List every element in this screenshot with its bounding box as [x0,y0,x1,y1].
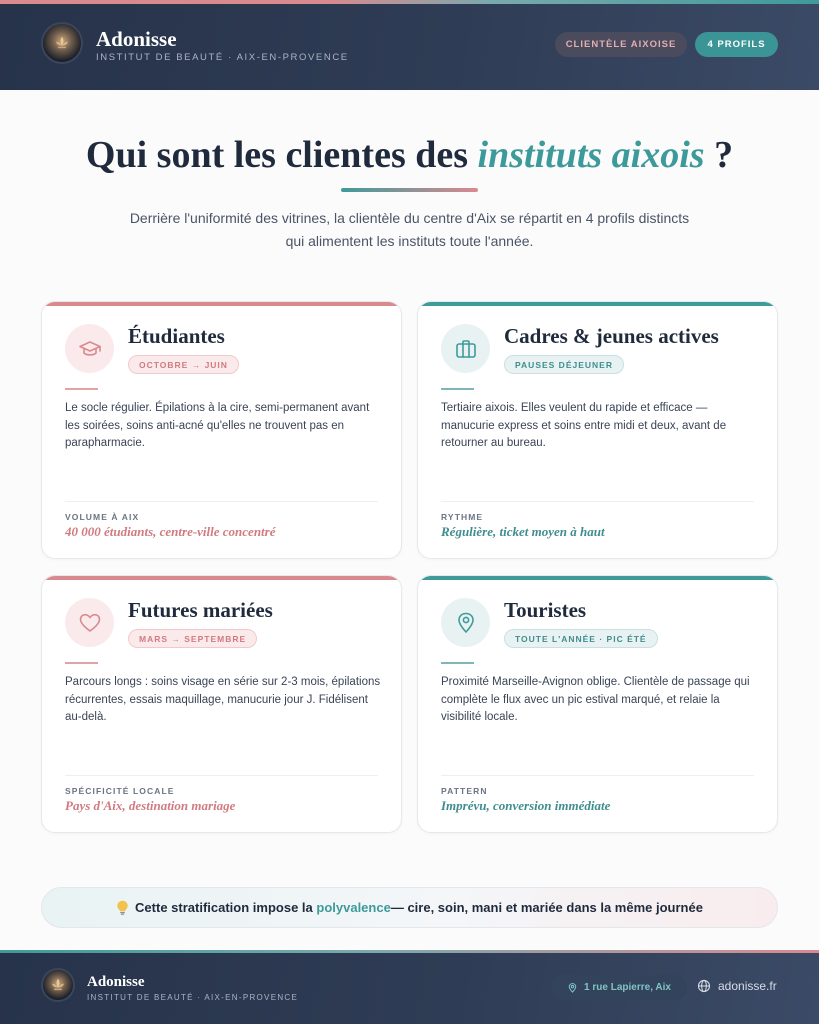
intro-line-2: qui alimentent les instituts toute l'année. [285,233,534,249]
card-description: Le socle régulier. Épilations à la cire, semi-permanent avant les soirées, soins anti-acné qu'elles ne trouvent pas en parapharmacie. [65,402,370,449]
footer-brand-name: Adonisse [87,974,145,990]
address-badge[interactable] [551,975,687,1000]
card-description: Tertiaire aixois. Elles veulent du rapide et efficace — manucurie express et soins entre midi et deux, avant de retourner au bureau. [441,402,727,449]
footer-logo[interactable] [41,968,75,1002]
card-title: Futures mariées [128,598,273,622]
divider [65,662,98,664]
badge-profiles: 4 PROFILS [695,32,778,57]
card-accent [418,576,777,580]
heart-icon [65,598,114,647]
card-title: Étudiantes [128,324,225,348]
meta-value: Pays d'Aix, destination mariage [65,798,236,813]
card-title: Cadres & jeunes actives [504,324,719,348]
title-underline [341,188,478,192]
briefcase-icon [441,324,490,373]
map-pin-icon [441,598,490,647]
title-end: ? [704,134,734,176]
card-description: Parcours longs : soins visage en série sur 2-3 mois, épilations récurrentes, essais maquillage, manucurie jour J. Fidélisent au-delà. [65,676,381,723]
website-text: adonisse.fr [718,979,777,993]
graduation-cap-icon [65,324,114,373]
season-tag: MARS → SEPTEMBRE [128,629,257,648]
title-text: Qui sont les clientes des [85,134,478,176]
intro-paragraph [110,207,709,253]
divider [65,501,378,502]
lotus-icon [54,35,70,51]
card-title: Touristes [504,598,587,622]
brand-name[interactable]: Adonisse [96,27,177,51]
profile-card-touristes [417,575,778,833]
insight-callout [41,887,778,928]
lotus-icon [50,977,66,993]
website-link[interactable] [697,979,777,993]
card-accent [42,302,401,306]
season-tag: TOUTE L'ANNÉE · PIC ÉTÉ [504,629,658,648]
divider [65,775,378,776]
title-highlight: instituts aixois [477,134,705,176]
card-description: Proximité Marseille-Avignon oblige. Clientèle de passage qui complète le flux avec un pic estival marqué, et relaie la visibilité locale. [441,676,750,723]
map-pin-icon [567,982,578,994]
brand-logo[interactable] [41,22,83,64]
meta-label: PATTERN [441,786,488,796]
card-accent [418,302,777,306]
footer-brand-subtitle: INSTITUT DE BEAUTÉ · AIX-EN-PROVENCE [87,993,299,1002]
intro-line-1: Derrière l'uniformité des vitrines, la clientèle du centre d'Aix se répartit en 4 profils distincts [129,210,690,226]
meta-label: RYTHME [441,512,484,522]
lightbulb-icon [116,900,129,915]
divider [65,388,98,390]
globe-icon [697,979,711,993]
profile-card-cadres [417,301,778,559]
card-accent [42,576,401,580]
meta-value: Régulière, ticket moyen à haut [441,524,605,539]
meta-value: 40 000 étudiants, centre-ville concentré [65,524,276,539]
season-tag: PAUSES DÉJEUNER [504,355,624,374]
meta-label: SPÉCIFICITÉ LOCALE [65,786,175,796]
divider [441,775,754,776]
badge-clientele: CLIENTÈLE AIXOISE [555,32,687,57]
callout-text-end: — cire, soin, mani et mariée dans la même journée [390,900,703,915]
profile-card-mariees [41,575,402,833]
divider [441,662,474,664]
callout-highlight: polyvalence [316,900,391,915]
divider [441,388,474,390]
address-text: 1 rue Lapierre, Aix [584,982,671,993]
divider [441,501,754,502]
callout-text: Cette stratification impose la [135,900,313,915]
meta-value: Imprévu, conversion immédiate [441,798,611,813]
page-title [0,133,819,177]
profile-card-etudiantes [41,301,402,559]
season-tag: OCTOBRE → JUIN [128,355,239,374]
meta-label: VOLUME À AIX [65,512,140,522]
brand-subtitle: INSTITUT DE BEAUTÉ · AIX-EN-PROVENCE [96,52,349,63]
